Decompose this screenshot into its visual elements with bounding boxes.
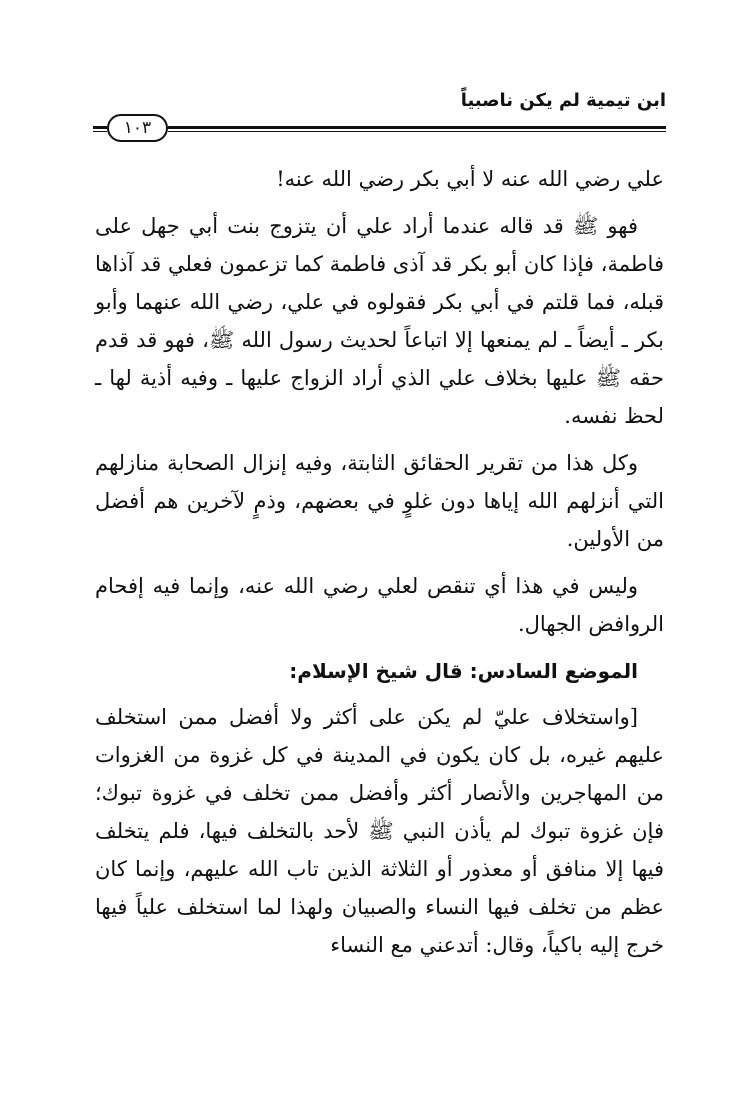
paragraph-3: وكل هذا من تقرير الحقائق الثابتة، وفيه إنزال الصحابة منازلهم التي أنزلهم الله إياها دون غلوٍ في بعضهم، وذمٍ لآخرين هم أفضل من الأولين. [95,451,664,551]
paragraph-4: وليس في هذا أي تنقص لعلي رضي الله عنه، وإنما فيه إفحام الروافض الجهال. [95,574,664,636]
quote-paragraph: [واستخلاف عليّ لم يكن على أكثر ولا أفضل ممن استخلف عليهم غيره، بل كان يكون في المدينة في كل غزوة من الغزوات من المهاجرين والأنصار أكثر وأفضل ممن تخلف في غزوة تبوك؛ فإن غزوة تبوك لم يأذن النبي ﷺ لأحد بالتخلف فيها، فلم يتخلف فيها إلا منافق أو معذور أو الثلاثة الذين تاب الله عليهم، وإنما كان عظم من تخلف فيها النساء والصبيان ولهذا لما استخلف علياً فيها خرج إليه باكياً، وقال: أتدعني مع النساء [95,705,664,957]
page-body [95,160,664,973]
paragraph-1: علي رضي الله عنه لا أبي بكر رضي الله عنه! [276,167,664,191]
running-title: ابن تيمية لم يكن ناصبياً [460,90,666,111]
header-rule [168,126,666,129]
page-number: ١٠٣ [107,114,168,142]
paragraph-2: فهو ﷺ قد قاله عندما أراد علي أن يتزوج بنت أبي جهل على فاطمة، فإذا كان أبو بكر قد آذى فاطمة كما تزعمون فعلي قد آذاها قبله، فما قلتم في أبي بكر فقولوه في علي، رضي الله عنهما وأبو بكر ـ أيضاً ـ لم يمنعها إلا اتباعاً لحديث رسول الله ﷺ، فهو قد قدم حقه ﷺ عليها بخلاف علي الذي أراد الزواج عليها ـ وفيه أذية لها ـ لحظ نفسه. [95,214,664,428]
header-rule-left [93,126,107,129]
section-heading: الموضع السادس: قال شيخ الإسلام: [289,659,638,683]
